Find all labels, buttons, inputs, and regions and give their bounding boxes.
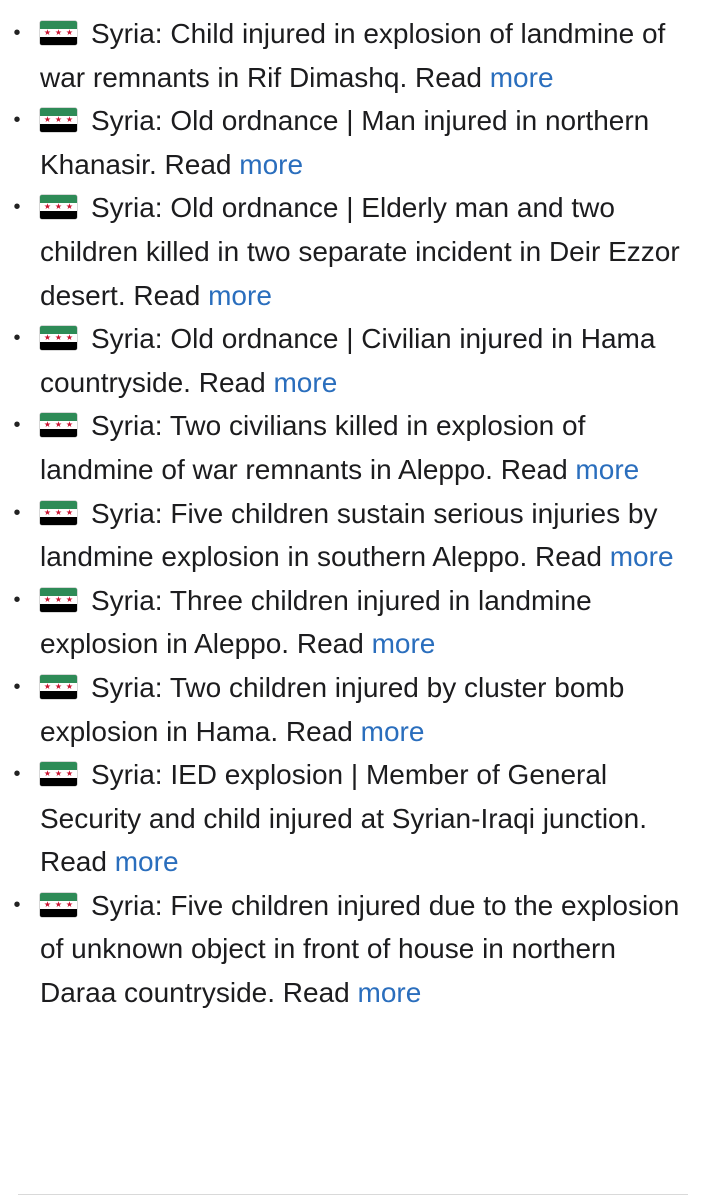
syria-flag-icon bbox=[40, 893, 77, 917]
read-more-link[interactable]: more bbox=[489, 61, 554, 93]
list-item bbox=[13, 12, 682, 99]
list-item bbox=[13, 884, 682, 1015]
bullet-icon: • bbox=[13, 588, 21, 611]
item-text: Syria: Child injured in explosion of landmine of war remnants in Rif Dimashq. Read bbox=[40, 18, 666, 93]
flag-star-icon: ★ bbox=[65, 899, 74, 909]
item-text: Syria: Two civilians killed in explosion of landmine of war remnants in Aleppo. Read bbox=[40, 410, 586, 485]
bullet-icon: • bbox=[13, 109, 21, 132]
flag-star-icon: ★ bbox=[65, 202, 74, 212]
item-text: Syria: Five children injured due to the explosion of unknown object in front of house in northern Daraa countryside. Read bbox=[40, 889, 680, 1009]
flag-star-icon: ★ bbox=[65, 769, 74, 779]
flag-star-icon: ★ bbox=[54, 333, 63, 343]
flag-star-icon: ★ bbox=[43, 115, 52, 125]
list-item bbox=[13, 579, 682, 666]
syria-flag-icon bbox=[40, 762, 77, 786]
bullet-icon: • bbox=[13, 763, 21, 786]
syria-flag-icon bbox=[40, 195, 77, 219]
syria-flag-icon bbox=[40, 326, 77, 350]
flag-star-icon: ★ bbox=[65, 681, 74, 691]
flag-star-icon: ★ bbox=[54, 769, 63, 779]
bullet-icon: • bbox=[13, 893, 21, 916]
list-item bbox=[13, 99, 682, 186]
divider bbox=[18, 1194, 688, 1195]
item-text: Syria: Old ordnance | Elderly man and two children killed in two separate incident in Deir Ezzor desert. Read bbox=[40, 192, 680, 311]
bullet-icon: • bbox=[13, 675, 21, 698]
flag-star-icon: ★ bbox=[54, 115, 63, 125]
flag-star-icon: ★ bbox=[54, 594, 63, 604]
syria-flag-icon bbox=[40, 501, 77, 525]
flag-star-icon: ★ bbox=[65, 28, 74, 37]
item-text: Syria: Three children injured in landmine explosion in Aleppo. Read bbox=[40, 584, 592, 660]
flag-star-icon: ★ bbox=[43, 594, 52, 604]
flag-star-icon: ★ bbox=[54, 28, 63, 37]
flag-star-icon: ★ bbox=[43, 420, 52, 430]
syria-flag-icon bbox=[40, 588, 77, 612]
item-text: Syria: Two children injured by cluster bomb explosion in Hama. Read bbox=[40, 671, 625, 747]
read-more-link[interactable]: more bbox=[273, 366, 338, 398]
flag-star-icon: ★ bbox=[54, 507, 63, 517]
flag-star-icon: ★ bbox=[43, 507, 52, 517]
item-text: Syria: Five children sustain serious injuries by landmine explosion in southern Aleppo. Read bbox=[40, 497, 658, 573]
list-item bbox=[13, 317, 682, 404]
read-more-link[interactable]: more bbox=[360, 715, 425, 747]
read-more-link[interactable]: more bbox=[239, 148, 304, 180]
flag-star-icon: ★ bbox=[65, 420, 74, 430]
flag-star-icon: ★ bbox=[65, 333, 74, 343]
flag-star-icon: ★ bbox=[43, 899, 52, 909]
flag-star-icon: ★ bbox=[54, 202, 63, 212]
flag-star-icon: ★ bbox=[54, 899, 63, 909]
flag-star-icon: ★ bbox=[43, 769, 52, 779]
flag-star-icon: ★ bbox=[65, 507, 74, 517]
syria-flag-icon bbox=[40, 675, 77, 699]
read-more-link[interactable]: more bbox=[357, 977, 422, 1009]
flag-star-icon: ★ bbox=[43, 28, 52, 37]
bullet-icon: • bbox=[13, 196, 21, 219]
flag-star-icon: ★ bbox=[43, 202, 52, 212]
flag-star-icon: ★ bbox=[54, 420, 63, 430]
bullet-icon: • bbox=[13, 22, 21, 44]
item-text: Syria: Old ordnance | Civilian injured in Hama countryside. Read bbox=[40, 323, 656, 398]
flag-star-icon: ★ bbox=[65, 115, 74, 125]
item-text: Syria: IED explosion | Member of General Security and child injured at Syrian-Iraqi junction. Read bbox=[40, 759, 647, 878]
list-item bbox=[13, 404, 682, 491]
bullet-icon: • bbox=[13, 501, 21, 524]
syria-flag-icon bbox=[40, 413, 77, 437]
syria-flag-icon bbox=[40, 108, 77, 132]
list-item bbox=[13, 186, 682, 317]
flag-star-icon: ★ bbox=[43, 333, 52, 343]
list-item bbox=[13, 753, 682, 884]
read-more-link[interactable]: more bbox=[208, 279, 272, 311]
read-more-link[interactable]: more bbox=[609, 541, 674, 573]
bullet-icon: • bbox=[13, 327, 21, 350]
read-more-link[interactable]: more bbox=[371, 628, 436, 660]
list-item bbox=[13, 492, 682, 579]
flag-star-icon: ★ bbox=[65, 594, 74, 604]
read-more-link[interactable]: more bbox=[114, 846, 179, 878]
flag-star-icon: ★ bbox=[54, 681, 63, 691]
read-more-link[interactable]: more bbox=[575, 453, 640, 485]
item-text: Syria: Old ordnance | Man injured in northern Khanasir. Read bbox=[40, 105, 650, 180]
bullet-icon: • bbox=[13, 414, 21, 437]
syria-flag-icon bbox=[40, 21, 77, 45]
flag-star-icon: ★ bbox=[43, 681, 52, 691]
list-item bbox=[13, 666, 682, 753]
